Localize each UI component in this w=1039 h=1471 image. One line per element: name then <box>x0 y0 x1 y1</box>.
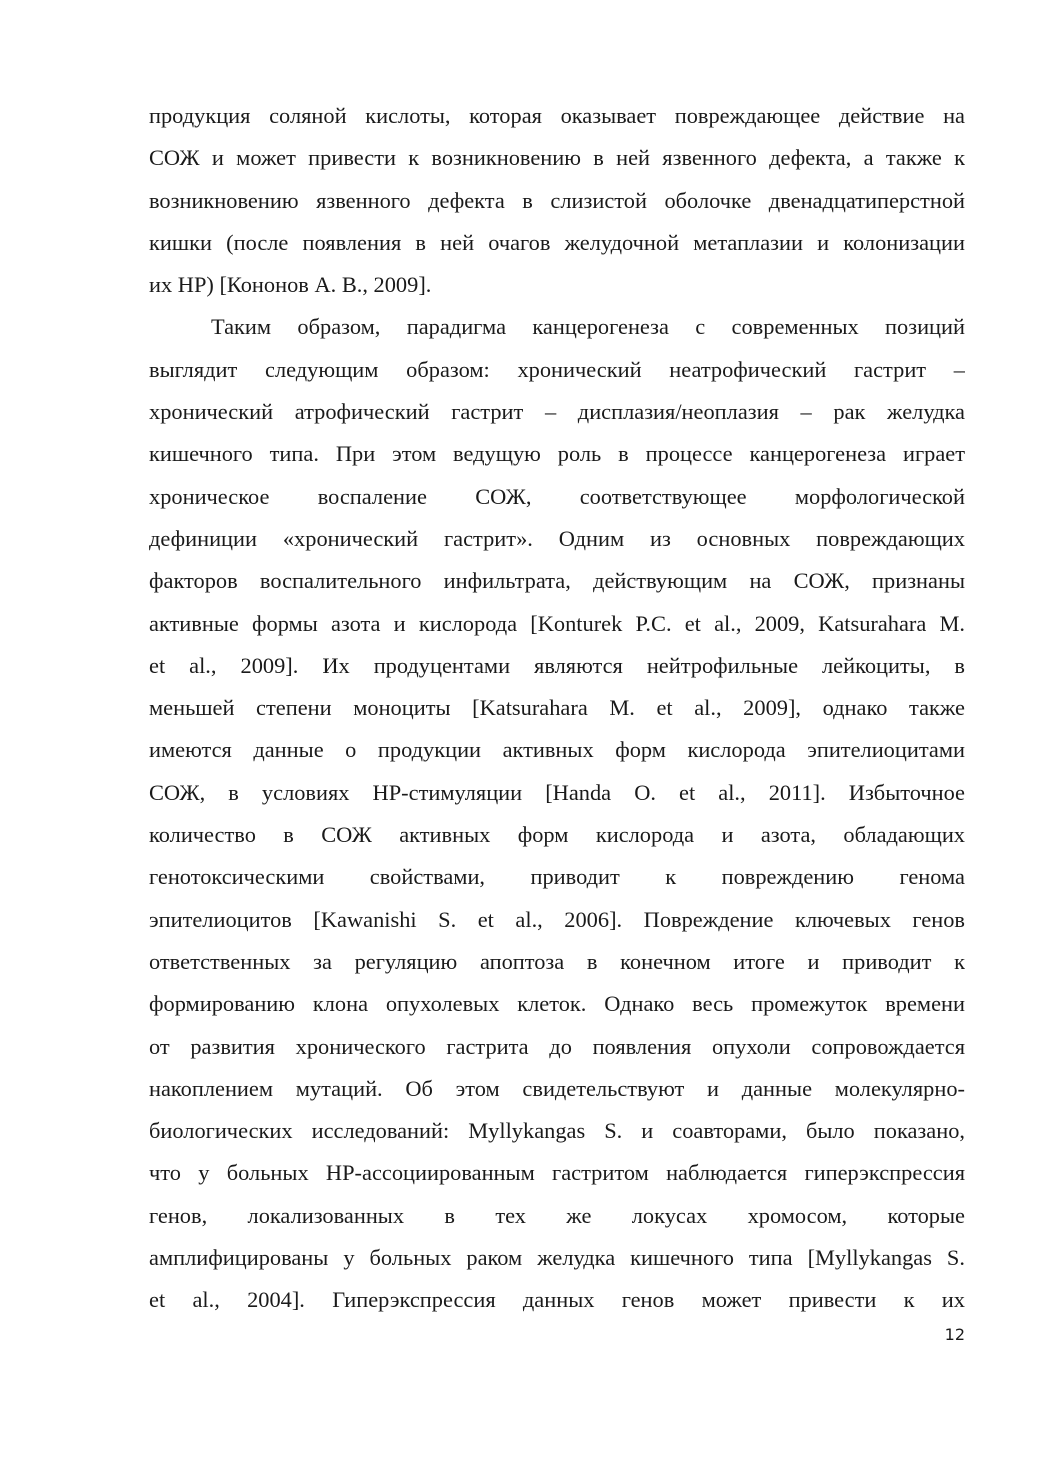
text-line: СОЖ, в условиях HP-стимуляции [Handa O. et al., 2011]. Избыточное <box>149 779 965 805</box>
text-line: выглядит следующим образом: хронический неатрофический гастрит – <box>149 356 965 382</box>
text-line: накоплением мутаций. Об этом свидетельствуют и данные молекулярно- <box>149 1075 965 1101</box>
text-line: их HP) [Кононов А. В., 2009]. <box>149 272 432 298</box>
text-line: продукция соляной кислоты, которая оказывает повреждающее действие на <box>149 103 965 128</box>
text-line: et al., 2004]. Гиперэкспрессия данных генов может привести к их <box>149 1287 965 1313</box>
text-line: количество в СОЖ активных форм кислорода и азота, обладающих <box>149 822 965 848</box>
text-line: дефиниции «хронический гастрит». Одним из основных повреждающих <box>149 525 965 551</box>
document-page <box>149 95 965 1322</box>
text-line: что у больных HP-ассоциированным гастритом наблюдается гиперэкспрессия <box>149 1160 965 1186</box>
paragraph-2 <box>149 306 965 1321</box>
text-line: хронический атрофический гастрит – дисплазия/неоплазия – рак желудка <box>149 399 965 425</box>
text-line: возникновению язвенного дефекта в слизистой оболочке двенадцатиперстной <box>149 187 965 213</box>
text-line: биологических исследований: Myllykangas S. и соавторами, было показано, <box>149 1118 965 1144</box>
text-line: эпителиоцитов [Kawanishi S. et al., 2006]. Повреждение ключевых генов <box>149 906 965 932</box>
text-line: имеются данные о продукции активных форм кислорода эпителиоцитами <box>149 737 965 763</box>
text-line: кишечного типа. При этом ведущую роль в процессе канцерогенеза играет <box>149 441 965 467</box>
text-line: генотоксическими свойствами, приводит к повреждению генома <box>149 864 965 890</box>
text-line: формированию клона опухолевых клеток. Однако весь промежуток времени <box>149 991 965 1017</box>
text-line: генов, локализованных в тех же локусах хромосом, которые <box>149 1202 965 1228</box>
text-line: от развития хронического гастрита до появления опухоли сопровождается <box>149 1033 965 1059</box>
text-line: СОЖ и может привести к возникновению в ней язвенного дефекта, а также к <box>149 145 965 171</box>
text-line: активные формы азота и кислорода [Konturek P.C. et al., 2009, Katsurahara M. <box>149 610 965 636</box>
page-number: 12 <box>944 1325 965 1344</box>
text-line: кишки (после появления в ней очагов желудочной метаплазии и колонизации <box>149 229 965 255</box>
text-line: хроническое воспаление СОЖ, соответствующее морфологической <box>149 483 965 509</box>
text-line: Таким образом, парадигма канцерогенеза с современных позиций <box>211 314 965 340</box>
text-line: et al., 2009]. Их продуцентами являются нейтрофильные лейкоциты, в <box>149 652 965 678</box>
text-line: ответственных за регуляцию апоптоза в конечном итоге и приводит к <box>149 948 965 974</box>
text-line: факторов воспалительного инфильтрата, действующим на СОЖ, признаны <box>149 568 965 594</box>
text-line: меньшей степени моноциты [Katsurahara M. et al., 2009], однако также <box>149 695 965 721</box>
text-line: амплифицированы у больных раком желудка кишечного типа [Myllykangas S. <box>149 1245 965 1271</box>
paragraph-1 <box>149 95 965 306</box>
